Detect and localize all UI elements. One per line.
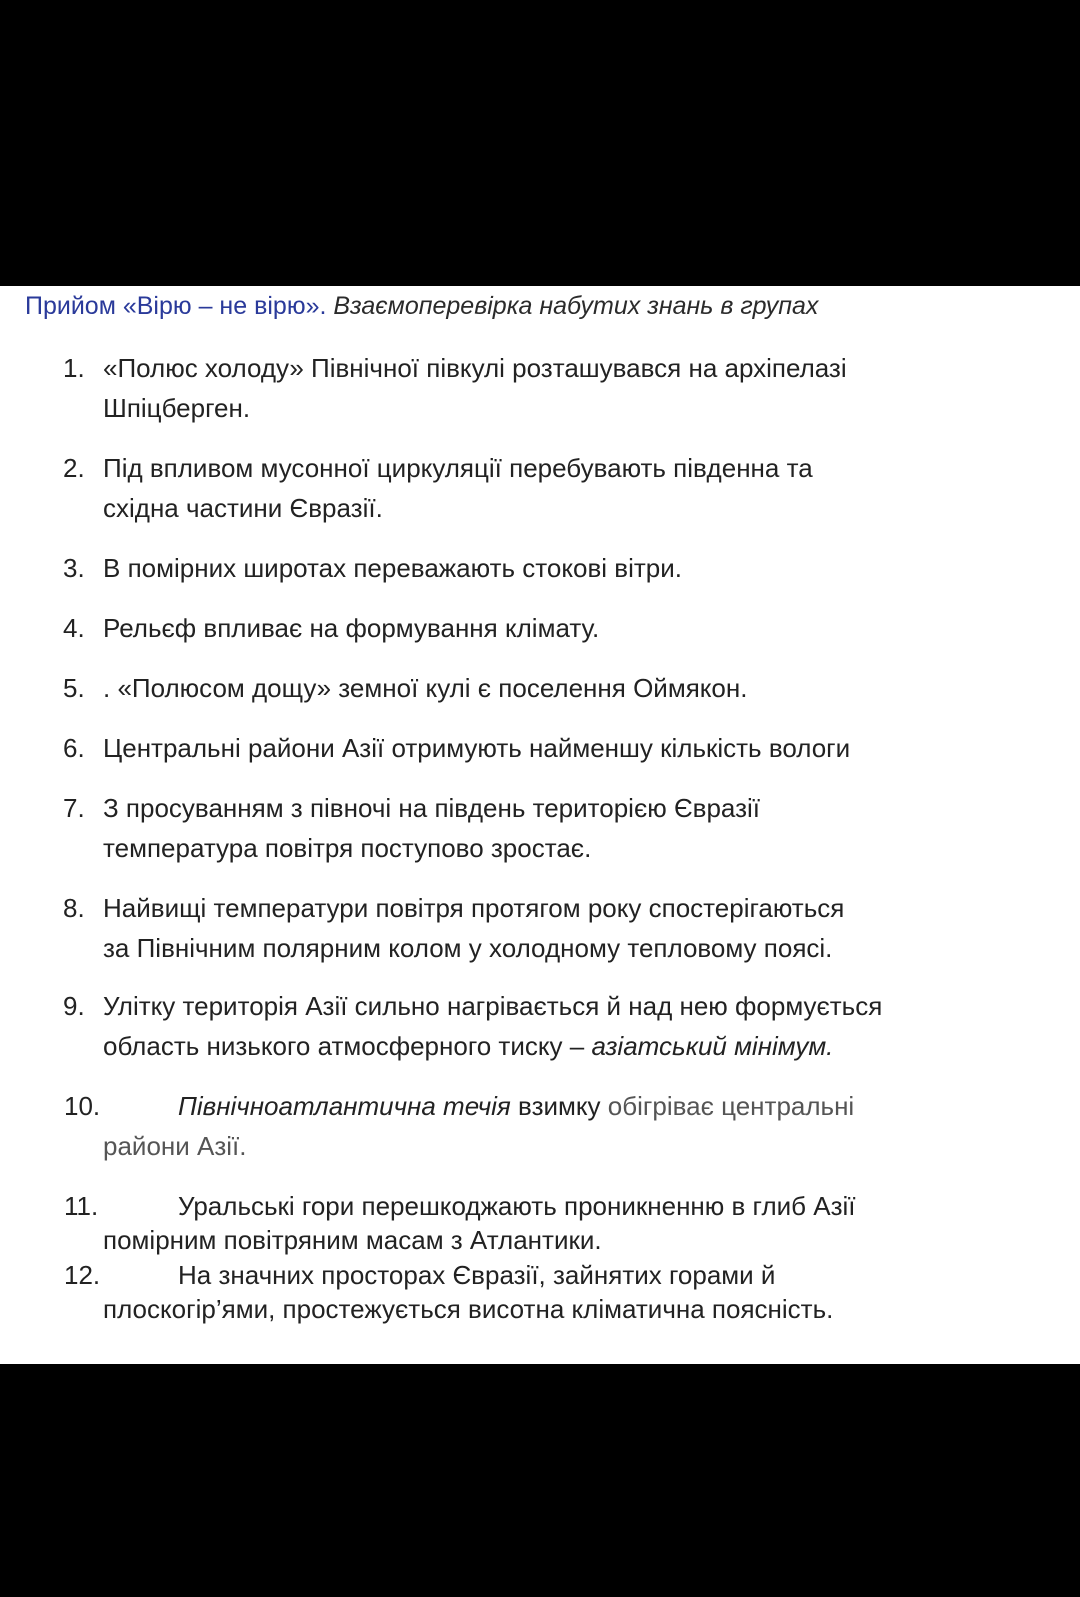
item-text-cont [103,1026,833,1066]
item-text: . «Полюсом дощу» земної кулі є поселення Оймякон. [103,673,748,703]
item-text-cont: за Північним полярним колом у холодному тепловому поясі. [103,933,833,963]
item-number: 1. [63,353,85,383]
item-number: 11. [64,1191,99,1221]
item-text-cont: райони Азії. [103,1131,247,1161]
item-number: 8. [63,893,85,923]
page-heading [25,292,818,321]
heading-subtitle: Взаємоперевірка набутих знань в групах [333,292,819,320]
item-number: 6. [63,733,85,763]
item-number: 2. [63,453,85,483]
item-text: «Полюс холоду» Північної півкулі розташувався на архіпелазі [103,353,847,383]
item-text: Центральні райони Азії отримують найменшу кількість вологи [103,733,851,763]
document-page [0,286,1080,1364]
item-text: Улітку територія Азії сильно нагрівається й над нею формується [103,991,883,1021]
item-text-italic: Північноатлантична течія [178,1091,511,1121]
item-text: З просуванням з півночі на південь територією Євразії [103,793,760,823]
item-text-italic: азіатський мінімум. [591,1031,834,1061]
item-text-plain: область низького атмосферного тиску – [103,1031,592,1061]
item-text: На значних просторах Євразії, зайнятих горами й [178,1260,776,1290]
item-text: Під впливом мусонної циркуляції перебувають південна та [103,453,813,483]
item-text: В помірних широтах переважають стокові вітри. [103,553,682,583]
item-number: 4. [63,613,85,643]
item-text: Рельєф впливає на формування клімату. [103,613,600,643]
item-number: 7. [63,793,85,823]
heading-method: Прийом «Вірю – не вірю». [25,292,327,320]
item-text-cont: помірним повітряним масам з Атлантики. [103,1225,602,1255]
item-text-cont: температура повітря поступово зростає. [103,833,592,863]
item-number: 9. [63,991,85,1021]
item-text-cont: східна частини Євразії. [103,493,383,523]
item-text: Найвищі температури повітря протягом року спостерігаються [103,893,845,923]
item-text: Уральські гори перешкоджають проникненню в глиб Азії [178,1191,856,1221]
item-text-cont: плоскогір’ями, простежується висотна кліматична поясність. [103,1294,834,1324]
item-number: 3. [63,553,85,583]
item-number: 5. [63,673,85,703]
item-text-grey: обігріває центральні [607,1091,855,1121]
item-number: 12. [64,1260,101,1290]
item-number: 10. [64,1091,101,1121]
item-text-plain: взимку [510,1091,608,1121]
item-text-cont: Шпіцберген. [103,393,251,423]
item-text [178,1086,854,1126]
